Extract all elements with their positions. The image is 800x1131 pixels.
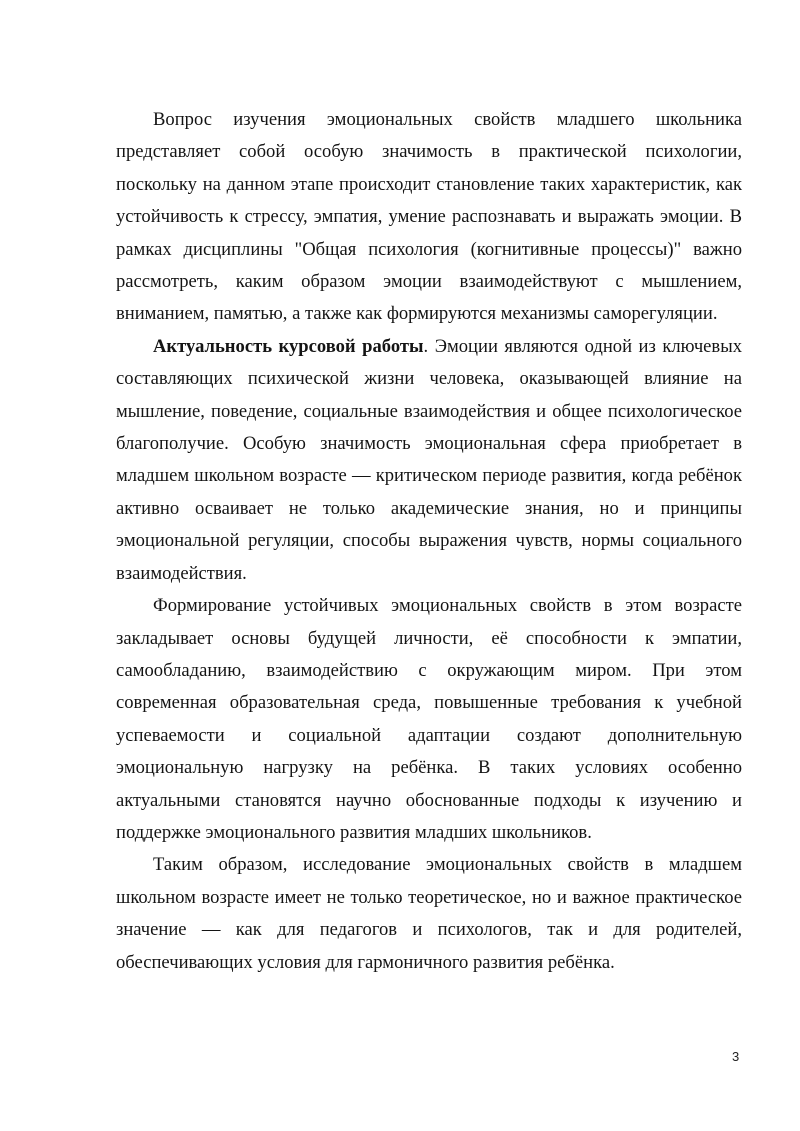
paragraph-3-text: Формирование устойчивых эмоциональных свойств в этом возрасте закладывает основы будущей личности, её способности к эмпатии, самообладанию, взаимодействию с окружающим миром. При этом современная образовательная среда, повышенные требования к учебной успеваемости и социальной адаптации создают дополнительную эмоциональную нагрузку на ребёнка. В таких условиях особенно актуальными становятся научно обоснованные подходы к изучению и поддержке эмоционального развития младших школьников. [116,595,742,843]
paragraph-3 [116,590,742,849]
paragraph-2 [116,331,742,590]
paragraph-4-text: Таким образом, исследование эмоциональных свойств в младшем школьном возрасте имеет не только теоретическое, но и важное практическое значение — как для педагогов и психологов, так и для родителей, обеспечивающих условия для гармоничного развития ребёнка. [116,854,742,973]
paragraph-1 [116,104,742,331]
paragraph-2-lead: Актуальность курсовой работы [153,335,424,357]
paragraph-2-text: . Эмоции являются одной из ключевых составляющих психической жизни человека, оказывающей влияние на мышление, поведение, социальные взаимодействия и общее психологическое благополучие. Особую значимость эмоциональная сфера приобретает в младшем школьном возрасте — критическом периоде развития, когда ребёнок активно осваивает не только академические знания, но и принципы эмоциональной регуляции, способы выражения чувств, нормы социального взаимодействия. [116,335,743,584]
paragraph-4 [116,849,742,979]
body-text [116,104,742,979]
paragraph-1-text: Вопрос изучения эмоциональных свойств младшего школьника представляет собой особую значимость в практической психологии, поскольку на данном этапе происходит становление таких характеристик, как устойчивость к стрессу, эмпатия, умение распознавать и выражать эмоции. В рамках дисциплины "Общая психология (когнитивные процессы)" важно рассмотреть, каким образом эмоции взаимодействуют с мышлением, вниманием, памятью, а также как формируются механизмы саморегуляции. [116,109,742,325]
page-number: 3 [732,1049,740,1064]
